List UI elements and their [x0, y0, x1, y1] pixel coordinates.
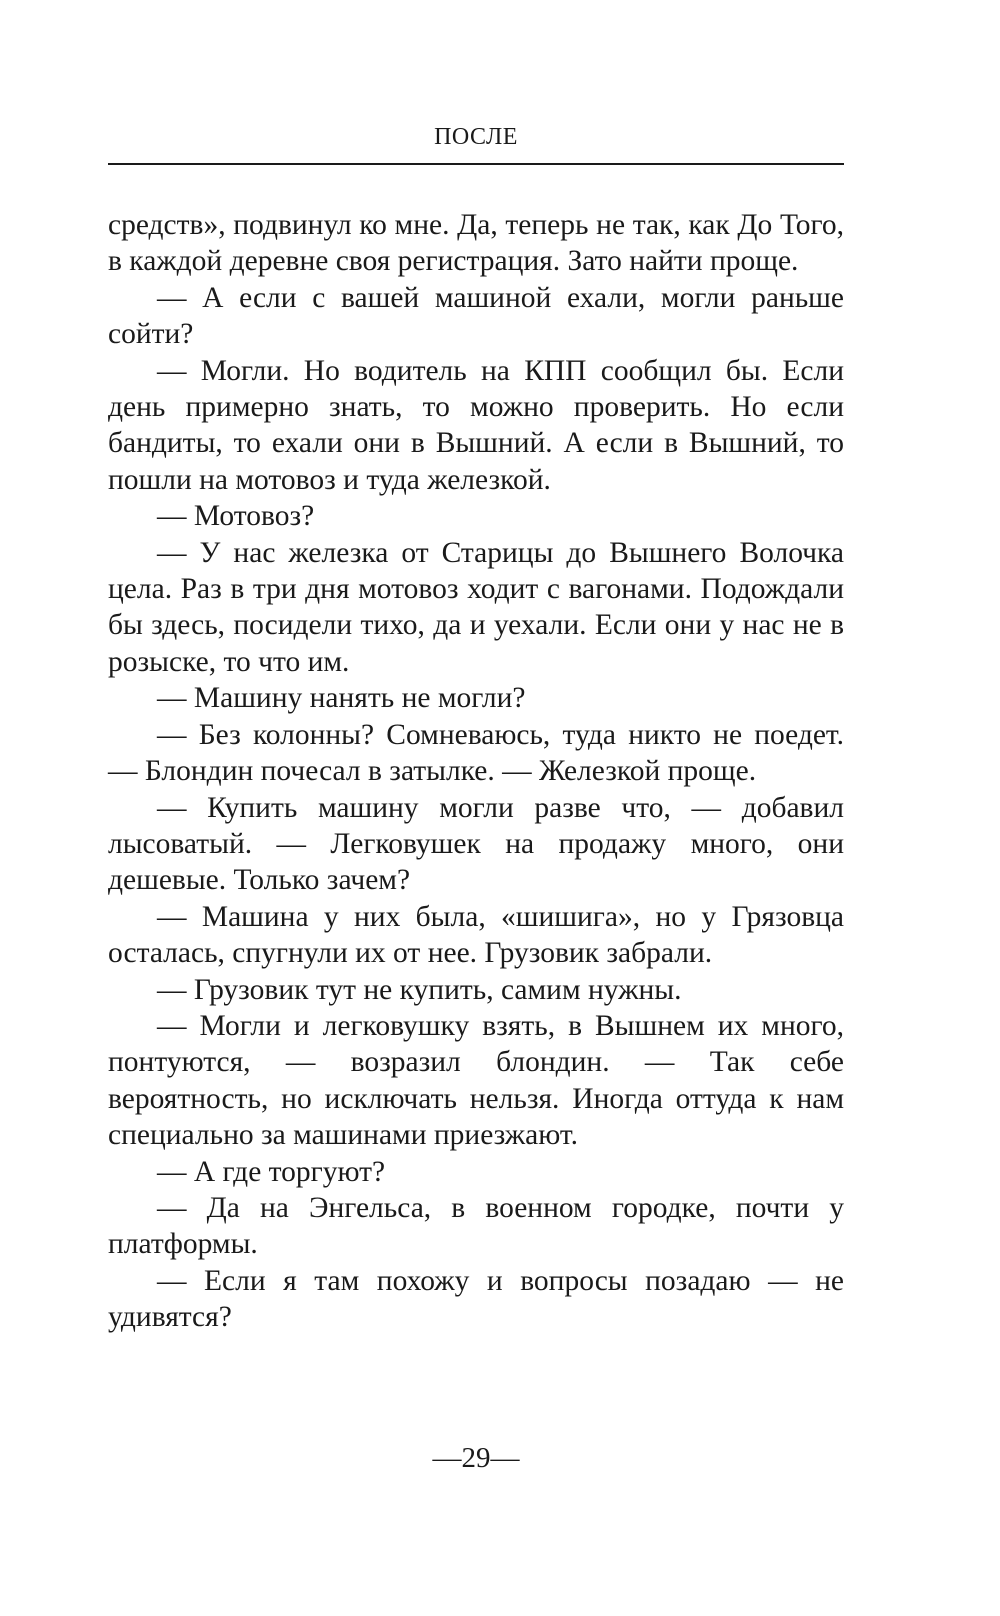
paragraph: средств», подвинул ко мне. Да, теперь не так, как До Того, в каждой деревне своя регистрация. Зато найти проще. [108, 209, 844, 278]
body-text [108, 207, 844, 1336]
running-head: ПОСЛЕ [434, 124, 518, 150]
paragraph: — Машина у них была, «шишига», но у Грязовца осталась, спугнули их от нее. Грузовик забрали. [108, 900, 844, 970]
header-rule [108, 163, 844, 165]
paragraph: — А где торгуют? [157, 1155, 386, 1188]
page-number: —29— [432, 1442, 520, 1474]
paragraph: — Если я там похожу и вопросы позадаю — не удивятся? [108, 1264, 844, 1334]
paragraph: — Мотовоз? [157, 500, 315, 533]
paragraph: — У нас железка от Старицы до Вышнего Волочка цела. Раз в три дня мотовоз ходит с вагонами. Подождали бы здесь, посидели тихо, да и уехали. Если они у нас не в розыске, то что им. [108, 536, 844, 678]
paragraph: — Машину нанять не могли? [157, 682, 526, 715]
paragraph: — Купить машину могли разве что, — добавил лысоватый. — Легковушек на продажу много, они дешевые. Только зачем? [108, 791, 844, 897]
paragraph: — Могли и легковушку взять, в Вышнем их много, понтуются, — возразил блондин. — Так себе вероятность, но исключать нельзя. Иногда оттуда к нам специально за машинами приезжают. [108, 1009, 844, 1152]
paragraph: — Да на Энгельса, в военном городке, почти у платформы. [108, 1191, 844, 1261]
paragraph: — Могли. Но водитель на КПП сообщил бы. Если день примерно знать, то можно проверить. Но если бандиты, то ехали они в Вышний. А если в Вышний, то пошли на мотовоз и туда железкой. [108, 354, 844, 496]
paragraph: — А если с вашей машиной ехали, могли раньше сойти? [108, 281, 844, 351]
paragraph: — Без колонны? Сомневаюсь, туда никто не поедет. — Блондин почесал в затылке. — Железкой проще. [108, 718, 844, 788]
paragraph: — Грузовик тут не купить, самим нужны. [157, 973, 682, 1006]
